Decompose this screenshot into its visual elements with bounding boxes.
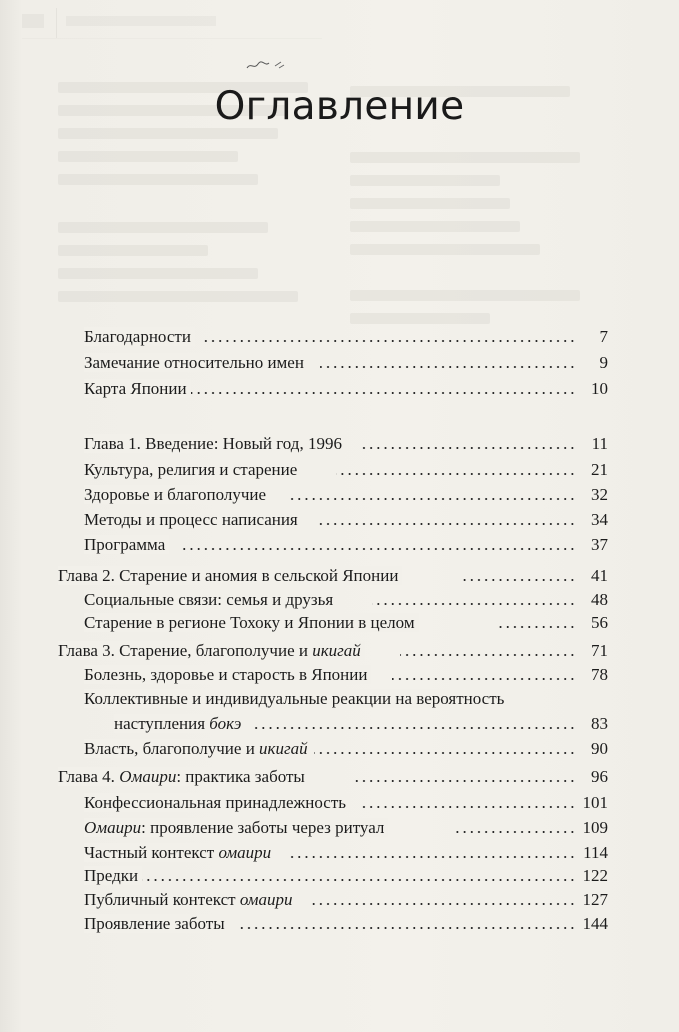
dot-leader (188, 392, 576, 394)
section-title: Публичный контекст омаири (84, 890, 297, 909)
dot-leader (312, 903, 576, 905)
toc-entry[interactable] (0, 352, 679, 374)
dot-leader (200, 340, 576, 342)
dot-leader (460, 579, 576, 581)
toc-section[interactable] (0, 664, 679, 686)
dot-leader (238, 927, 576, 929)
toc-section[interactable] (0, 889, 679, 911)
section-page: 21 (591, 460, 608, 479)
section-page: 144 (582, 914, 608, 933)
dot-leader (314, 752, 576, 754)
dot-leader (140, 879, 576, 881)
entry-page: 7 (599, 327, 608, 346)
chapter-page: 11 (591, 434, 608, 453)
section-page: 127 (582, 890, 608, 909)
section-title: Методы и процесс написания (84, 510, 302, 529)
toc-section[interactable] (0, 713, 679, 735)
section-title: Власть, благополучие и икигай (84, 739, 312, 758)
chapter-page: 41 (591, 566, 608, 585)
section-title: Предки (84, 866, 142, 885)
dot-leader (336, 473, 576, 475)
section-title: Частный контекст омаири (84, 843, 275, 862)
dot-leader (392, 678, 576, 680)
section-title: Социальные связи: семья и друзья (84, 590, 337, 609)
toc-chapter[interactable] (0, 766, 679, 788)
dot-leader (254, 727, 576, 729)
section-page: 122 (582, 866, 608, 885)
toc-chapter[interactable] (0, 565, 679, 587)
toc-section[interactable] (0, 484, 679, 506)
toc-section[interactable] (0, 612, 679, 634)
entry-title: Благодарности (84, 327, 195, 346)
dot-leader (372, 603, 576, 605)
section-page: 78 (591, 665, 608, 684)
chapter-title: Глава 3. Старение, благополучие и икигай (58, 641, 365, 660)
dot-leader (354, 780, 576, 782)
chapter-page: 96 (591, 767, 608, 786)
entry-page: 10 (591, 379, 608, 398)
toc-section[interactable] (0, 509, 679, 531)
toc-section[interactable] (0, 842, 679, 864)
section-page: 101 (582, 793, 608, 812)
section-page: 56 (591, 613, 608, 632)
entry-title: Замечание относительно имен (84, 353, 308, 372)
toc-entry[interactable] (0, 326, 679, 348)
section-title: Культура, религия и старение (84, 460, 301, 479)
section-page: 32 (591, 485, 608, 504)
dot-leader (180, 548, 576, 550)
entry-title: Карта Японии (84, 379, 191, 398)
section-page: 37 (591, 535, 608, 554)
section-page: 83 (591, 714, 608, 733)
section-page: 114 (583, 843, 608, 862)
toc-section[interactable] (0, 738, 679, 760)
toc-section[interactable] (0, 913, 679, 935)
dot-leader (318, 523, 576, 525)
toc-chapter[interactable] (0, 640, 679, 662)
toc-section[interactable] (0, 865, 679, 887)
toc-section[interactable] (0, 792, 679, 814)
toc-section[interactable] (0, 534, 679, 556)
dot-leader (400, 654, 576, 656)
section-title-continued: наступления бокэ (114, 714, 245, 733)
chapter-title: Глава 2. Старение и аномия в сельской Японии (58, 566, 402, 585)
chapter-page: 71 (591, 641, 608, 660)
section-title: Омаири: проявление заботы через ритуал (84, 818, 388, 837)
dot-leader (290, 498, 576, 500)
section-title: Болезнь, здоровье и старость в Японии (84, 665, 371, 684)
dot-leader (498, 626, 576, 628)
toc-section[interactable] (0, 459, 679, 481)
toc-section[interactable] (0, 817, 679, 839)
section-page: 90 (591, 739, 608, 758)
section-title: Конфессиональная принадлежность (84, 793, 350, 812)
dot-leader (362, 447, 576, 449)
toc-entry[interactable] (0, 378, 679, 400)
section-title: Старение в регионе Тохоку и Японии в целом (84, 613, 419, 632)
section-page: 109 (582, 818, 608, 837)
section-title: Коллективные и индивидуальные реакции на вероятность (84, 689, 508, 708)
page-title: Оглавление (214, 84, 465, 129)
toc-section-line[interactable] (0, 688, 679, 710)
section-title: Программа (84, 535, 169, 554)
section-title: Проявление заботы (84, 914, 229, 933)
dot-leader (362, 806, 576, 808)
section-title: Здоровье и благополучие (84, 485, 270, 504)
dot-leader (288, 856, 576, 858)
entry-page: 9 (599, 353, 608, 372)
toc-chapter[interactable] (0, 433, 679, 455)
chapter-title: Глава 1. Введение: Новый год, 1996 (84, 434, 346, 453)
chapter-title: Глава 4. Омаири: практика заботы (58, 767, 309, 786)
dot-leader (452, 831, 576, 833)
section-page: 34 (591, 510, 608, 529)
toc-section[interactable] (0, 589, 679, 611)
section-page: 48 (591, 590, 608, 609)
dot-leader (320, 366, 576, 368)
